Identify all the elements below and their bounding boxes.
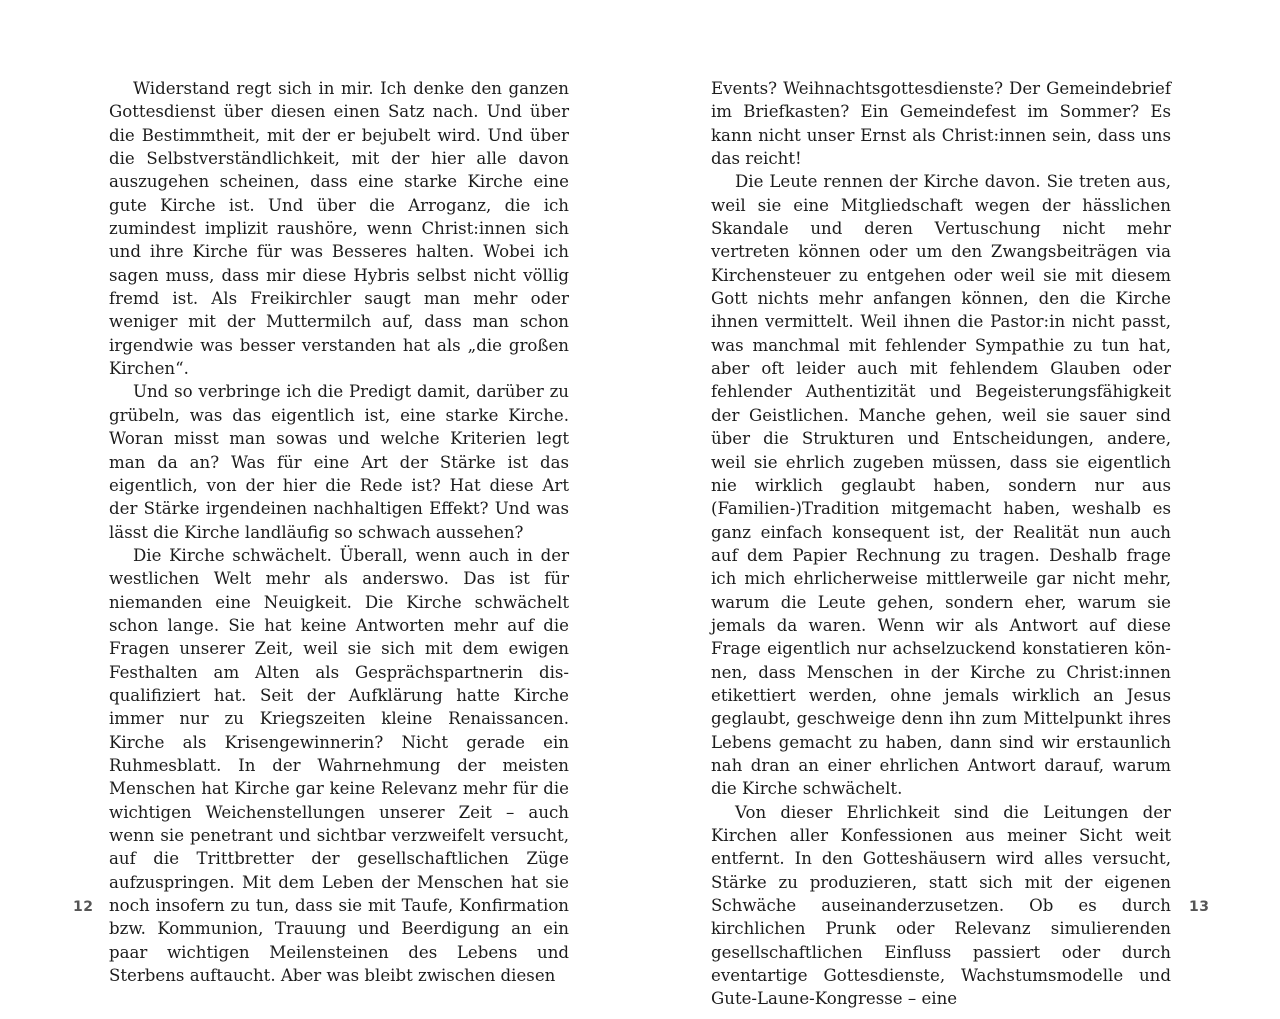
paragraph: Die Leute rennen der Kirche davon. Sie treten aus, weil sie eine Mitgliedschaft wegen der hässlichen Skandale und deren Vertuschung nicht mehr vertreten können oder um den Zwangsbeiträgen via Kirchensteuer zu entgehen oder weil sie mit diesem Gott nichts mehr anfangen können, den die Kirche ihnen vermittelt. Weil ihnen die Pastor:in nicht passt, was manchmal mit fehlender Sympathie zu tun hat, aber oft leider auch mit fehlendem Glauben oder fehlender Authentizität und Begeisterungsfähigkeit der Geistlichen. Manche gehen, weil sie sauer sind über die Strukturen und Entscheidungen, andere, weil sie ehrlich zugeben müssen, dass sie eigentlich nie wirklich geglaubt haben, sondern nur aus (Familien-)Tradition mitgemacht haben, weshalb es ganz einfach konsequent ist, der Realität nun auch auf dem Papier Rechnung zu tragen. Deshalb frage ich mich ehrlicherweise mittlerweile gar nicht mehr, warum die Leute gehen, sondern eher, warum sie jemals da waren. Wenn wir als Antwort auf diese Frage eigentlich nur achselzuckend konstatieren können, dass Menschen in der Kirche zu Christ:innen etikettiert werden, ohne jemals wirklich an Jesus geglaubt, geschweige denn ihn zum Mittelpunkt ihres Lebens gemacht zu haben, dann sind wir erstaunlich nah dran an einer ehrlichen Antwort darauf, warum die Kirche schwächelt. xyxy=(711,172,1171,799)
paragraph-continuation: Events? Weihnachtsgottesdienste? Der Gemeindebrief im Briefkasten? Ein Gemeindefest im Sommer? Es kann nicht unser Ernst als Christ:innen sein, dass uns das reicht! xyxy=(711,79,1171,169)
paragraph: Von dieser Ehrlichkeit sind die Leitungen der Kirchen aller Konfessionen aus meiner Sicht weit entfernt. In den Gotteshäusern wird alles versucht, Stärke zu produzieren, statt sich mit der eigenen Schwäche auseinanderzusetzen. Ob es durch kirchlichen Prunk oder Relevanz simulierenden gesellschaftlichen Einfluss passiert oder durch eventartige Gottesdienste, Wachstumsmodelle und Gute-Laune-Kongresse – eine xyxy=(711,802,1171,1009)
paragraph: Und so verbringe ich die Predigt damit, darüber zu grübeln, was das eigentlich ist, eine starke Kirche. Woran misst man sowas und welche Kriterien legt man da an? Was für eine Art der Stärke ist das eigentlich, von der hier die Rede ist? Hat diese Art der Stärke irgendeinen nachhaltigen Effekt? Und was lässt die Kirche landläufig so schwach aussehen? xyxy=(109,382,569,542)
left-page-text xyxy=(109,77,569,987)
page-number: 13 xyxy=(1189,899,1210,915)
right-page-text xyxy=(711,77,1171,1011)
page-number: 12 xyxy=(73,899,94,915)
right-page xyxy=(640,0,1280,1019)
paragraph: Widerstand regt sich in mir. Ich denke den ganzen Gottesdienst über diesen einen Satz nach. Und über die Bestimmtheit, mit der er bejubelt wird. Und über die Selbstverständlichkeit, mit der hier alle davon auszugehen scheinen, dass eine starke Kirche eine gute Kirche ist. Und über die Arroganz, die ich zumindest implizit raushöre, wenn Christ:innen sich und ihre Kirche für was Besseres halten. Wobei ich sagen muss, dass mir diese Hybris selbst nicht völlig fremd ist. Als Freikirchler saugt man mehr oder weniger mit der Muttermilch auf, dass man schon irgendwie was besser verstanden hat als „die großen Kirchen“. xyxy=(109,79,569,379)
paragraph: Die Kirche schwächelt. Überall, wenn auch in der westlichen Welt mehr als anderswo. Das ist für niemanden eine Neuigkeit. Die Kirche schwächelt schon lange. Sie hat keine Antworten mehr auf die Fragen unserer Zeit, weil sie sich mit dem ewigen Festhalten am Alten als Gesprächspartnerin disqualifiziert hat. Seit der Aufklärung hatte Kirche immer nur zu Kriegszeiten kleine Renaissancen. Kirche als Krisengewinnerin? Nicht gerade ein Ruhmesblatt. In der Wahrnehmung der meisten Menschen hat Kirche gar keine Relevanz mehr für die wichtigen Weichenstellungen unserer Zeit – auch wenn sie penetrant und sichtbar verzweifelt versucht, auf die Trittbretter der gesellschaftlichen Züge aufzuspringen. Mit dem Leben der Menschen hat sie noch insofern zu tun, dass sie mit Taufe, Konfirmation bzw. Kommunion, Trauung und Beerdigung an ein paar wichtigen Meilensteinen des Lebens und Sterbens auftaucht. Aber was bleibt zwischen diesen xyxy=(109,545,569,986)
